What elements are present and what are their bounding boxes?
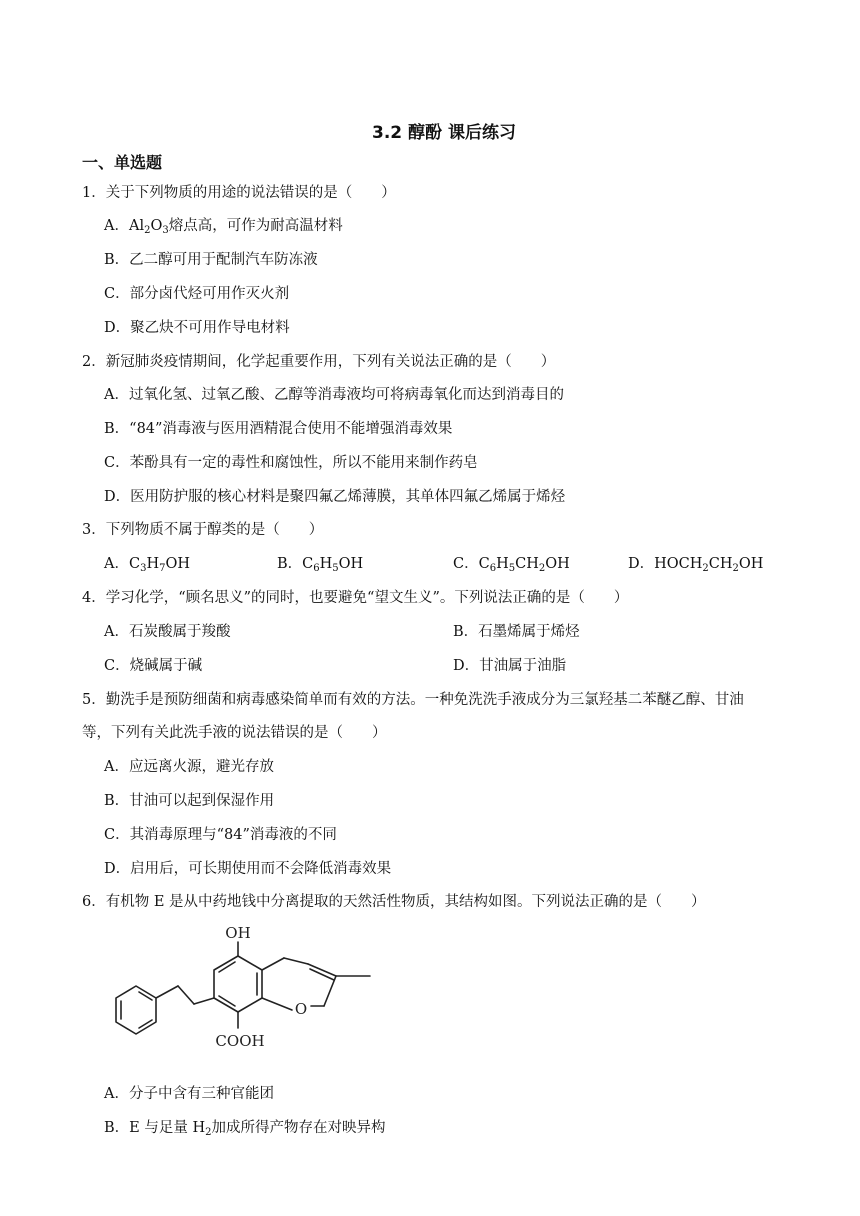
question-4-option-b: B．石墨烯属于烯烃 bbox=[453, 624, 580, 640]
question-3-option-a: A．$C_3H_7OH$ bbox=[104, 556, 191, 574]
question-3-stem: 3．下列物质不属于醇类的是（ ） bbox=[82, 522, 324, 538]
question-3-option-d: D．$HOCH_2CH_2OH$ bbox=[628, 556, 764, 574]
question-5-stem-line-2: 等，下列有关此洗手液的说法错误的是（ ） bbox=[82, 725, 387, 741]
question-5-option-c: C．其消毒原理与“84”消毒液的不同 bbox=[104, 827, 337, 843]
question-5-option-a: A．应远离火源，避光存放 bbox=[104, 759, 274, 775]
question-6-option-a: A．分子中含有三种官能团 bbox=[104, 1086, 274, 1102]
central-benzene-ring bbox=[214, 956, 262, 1012]
ethyl-linker bbox=[156, 986, 178, 998]
question-2-stem: 2．新冠肺炎疫情期间，化学起重要作用，下列有关说法正确的是（ ） bbox=[82, 354, 556, 370]
phenyl-ring bbox=[116, 986, 156, 1034]
ring-oxygen-label: O bbox=[294, 1000, 308, 1018]
question-2-option-c: C．苯酚具有一定的毒性和腐蚀性，所以不能用来制作药皂 bbox=[104, 455, 478, 471]
question-4-stem: 4．学习化学，“顾名思义”的同时，也要避免“望文生义”。下列说法正确的是（ ） bbox=[82, 590, 629, 606]
question-4-option-c: C．烧碱属于碱 bbox=[104, 658, 203, 674]
question-4-option-a: A．石炭酸属于羧酸 bbox=[104, 624, 231, 640]
cooh-label: COOH bbox=[215, 1032, 265, 1050]
oh-label: OH bbox=[225, 924, 251, 942]
molecule-structure-diagram bbox=[108, 924, 388, 1064]
page-title: 3.2 醇酚 课后练习 bbox=[372, 123, 516, 143]
question-6-stem: 6．有机物 E 是从中药地钱中分离提取的天然活性物质，其结构如图。下列说法正确的是（ ） bbox=[82, 894, 706, 910]
question-1-option-b: B．乙二醇可用于配制汽车防冻液 bbox=[104, 252, 318, 268]
question-1-option-a: A．$Al_2O_3$熔点高，可作为耐高温材料 bbox=[104, 218, 343, 236]
question-5-option-d: D．启用后，可长期使用而不会降低消毒效果 bbox=[104, 861, 392, 877]
question-2-option-a: A．过氧化氢、过氧乙酸、乙醇等消毒液均可将病毒氧化而达到消毒目的 bbox=[104, 387, 564, 403]
question-6-option-b: B．E 与足量 $H_2$加成所得产物存在对映异构 bbox=[104, 1120, 386, 1138]
question-4-option-d: D．甘油属于油脂 bbox=[453, 658, 567, 674]
question-2-option-b: B．“84”消毒液与医用酒精混合使用不能增强消毒效果 bbox=[104, 421, 453, 437]
question-5-option-b: B．甘油可以起到保湿作用 bbox=[104, 793, 275, 809]
question-1-stem: 1．关于下列物质的用途的说法错误的是（ ） bbox=[82, 185, 396, 201]
question-3-option-c: C．$C_6H_5CH_2OH$ bbox=[453, 556, 570, 574]
question-1-option-d: D．聚乙炔不可用作导电材料 bbox=[104, 320, 290, 336]
question-5-stem-line-1: 5．勤洗手是预防细菌和病毒感染简单而有效的方法。一种免洗洗手液成分为三氯羟基二苯醚乙醇、甘油 bbox=[82, 692, 744, 708]
section-heading: 一、单选题 bbox=[82, 153, 163, 172]
question-3-option-b: B．$C_6H_5OH$ bbox=[277, 556, 364, 574]
question-2-option-d: D．医用防护服的核心材料是聚四氟乙烯薄膜，其单体四氟乙烯属于烯烃 bbox=[104, 489, 566, 505]
question-1-option-c: C．部分卤代烃可用作灭火剂 bbox=[104, 286, 290, 302]
